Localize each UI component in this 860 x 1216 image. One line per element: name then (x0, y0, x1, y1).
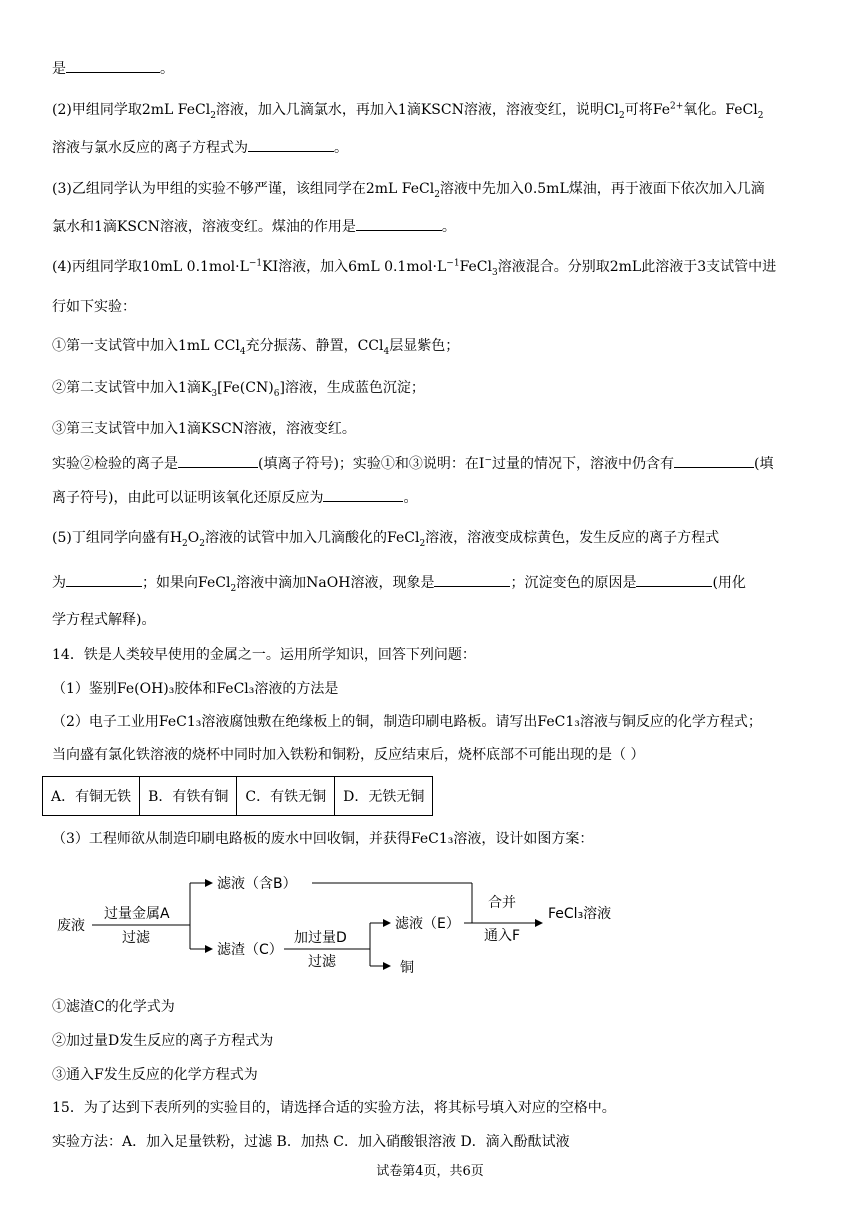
text: 溶液混合。分别取2mL此溶液于3支试管中进 (497, 259, 777, 275)
q14-sub1: （1）鉴别Fe(OH)₃胶体和FeCl₃溶液的方法是 (52, 681, 339, 697)
text: 。 (441, 219, 456, 235)
text: 可将Fe (624, 102, 670, 118)
text: 是 (52, 61, 66, 77)
q13-part2-line2 (52, 137, 348, 158)
text: (填离子符号)；实验①和③说明：在I (258, 456, 485, 472)
text: (3)乙组同学认为甲组的实验不够严谨，该组同学在2mL FeCl (52, 181, 435, 197)
answer-blank[interactable] (674, 453, 754, 468)
text: 。 (160, 61, 174, 77)
text: 充分振荡、静置，CCl (245, 338, 384, 354)
text: (2)甲组同学取2mL FeCl (52, 102, 211, 118)
page-footer: 试卷第4页，共6页 (376, 1164, 484, 1179)
filtrate-e-label: 滤液（E） (395, 916, 460, 932)
q14-c3: ③通入F发生反应的化学方程式为 (52, 1067, 258, 1083)
text: 过量的情况下，溶液中仍含有 (492, 456, 675, 472)
text: ①第一支试管中加入1mL CCl (52, 338, 240, 354)
option-a[interactable]: A．有铜无铁 (43, 777, 140, 816)
q13-part4-item2: ②第二支试管中加入1滴$K_3[Fe(CN)_6]$溶液，生成蓝色沉淀； (52, 380, 425, 399)
q14-c2: ②加过量D发生反应的离子方程式为 (52, 1033, 274, 1049)
q13-part5-line3: 学方程式解释)。 (52, 612, 156, 628)
options-table (42, 776, 433, 816)
text: FeCl (459, 259, 492, 275)
copper-label: 铜 (400, 960, 414, 976)
text: 溶液，加入几滴氯水，再加入1滴KSCN溶液，溶液变红，说明Cl (215, 102, 620, 118)
q13-part4-line7 (52, 487, 417, 508)
text: ；如果向FeCl (142, 575, 231, 591)
answer-blank[interactable] (66, 58, 160, 73)
text: 氧化。FeCl (683, 102, 758, 118)
step1-bottom-label: 过滤 (122, 930, 150, 946)
step2-bottom-label: 过滤 (308, 954, 336, 970)
answer-blank[interactable] (636, 572, 712, 587)
q13-part4-item3: ③第三支试管中加入1滴KSCN溶液，溶液变红。 (52, 421, 356, 437)
step2-top-label: 加过量D (294, 930, 347, 946)
q14-sub3: （3）工程师欲从制造印刷电路板的废水中回收铜，并获得FeC1₃溶液，设计如图方案： (52, 831, 594, 847)
answer-blank[interactable] (323, 487, 403, 502)
q14-c1: ①滤渣C的化学式为 (52, 999, 175, 1015)
option-b[interactable]: B．有铁有铜 (140, 777, 237, 816)
waste-label: 废液 (57, 918, 85, 934)
text: 离子符号)，由此可以证明该氧化还原反应为 (52, 490, 324, 506)
q13-part3-line1: (3)乙组同学认为甲组的实验不够严谨，该组同学在2mL FeCl$_2$溶液中先加入0.5mL煤油，再于液面下依次加入几滴 (52, 181, 765, 200)
text: 实验②检验的离子是 (52, 456, 178, 472)
q15-heading: 15．为了达到下表所列的实验目的，请选择合适的实验方法，将其标号填入对应的空格中。 (52, 1100, 616, 1116)
q13-part4-item1: ①第一支试管中加入1mL CCl$_4$充分振荡、静置，CCl$_4$层显紫色； (52, 338, 460, 357)
text: 溶液的试管中加入几滴酸化的FeCl (205, 530, 420, 546)
text: 。 (334, 140, 348, 156)
q13-part4-line2: 行如下实验： (52, 299, 136, 315)
text: (填 (754, 456, 774, 472)
q13-part5-line2: 为 ；如果向FeCl$_2$溶液中滴加NaOH溶液，现象是 ；沉淀变色的原因是 (用化 (52, 572, 746, 593)
q14-sub2-line1: （2）电子工业用FeC1₃溶液腐蚀敷在绝缘板上的铜，制造印刷电路板。请写出FeC1₃溶液与铜反应的化学方程式； (52, 714, 762, 730)
q13-part4-line6: 实验②检验的离子是 (填离子符号)；实验①和③说明：在I−过量的情况下，溶液中仍含有 (填 (52, 453, 773, 474)
merge-top-label: 合并 (488, 895, 516, 911)
q14-sub2-line2: 当向盛有氯化铁溶液的烧杯中同时加入铁粉和铜粉，反应结束后，烧杯底部不可能出现的是（ ） (52, 747, 645, 763)
answer-blank[interactable] (356, 216, 442, 231)
text: ]溶液，生成蓝色沉淀； (279, 380, 425, 396)
step1-top-label: 过量金属A (104, 906, 170, 922)
q13-part4-line1: (4)丙组同学取10mL $0.1mol\cdot L^{-1}KI$溶液，加入6mL $0.1mol\cdot L^{-1}FeCl_3$溶液混合。分别取2mL此溶液于3支试管中进 (52, 258, 777, 278)
q13-part5-line1: (5)丁组同学向盛有$H_2O_2$溶液的试管中加入几滴酸化的FeCl$_2$溶液，溶液变成棕黄色，发生反应的离子方程式 (52, 530, 720, 549)
text: (5)丁组同学向盛有H (52, 530, 183, 546)
text: 溶液中先加入0.5mL煤油，再于液面下依次加入几滴 (439, 181, 765, 197)
text: (用化 (712, 575, 746, 591)
text: (4)丙组同学取10mL 0.1mol·L (52, 259, 249, 275)
text: ；沉淀变色的原因是 (510, 575, 637, 591)
text: 溶液，溶液变成棕黄色，发生反应的离子方程式 (425, 530, 720, 546)
option-c[interactable]: C．有铁无铜 (237, 777, 335, 816)
text: O (187, 530, 200, 546)
prev-question-tail (52, 58, 174, 79)
text: 层显紫色； (389, 338, 460, 354)
option-d[interactable]: D．无铁无铜 (335, 777, 433, 816)
text: 为 (52, 575, 66, 591)
answer-blank[interactable] (178, 453, 258, 468)
q13-part2-line1: (2)甲组同学取2mL FeCl$_2$溶液，加入几滴氯水，再加入1滴KSCN溶液，溶液变红，说明$Cl_2$可将$Fe^{2+}$氧化。FeCl$_2$ (52, 101, 764, 121)
filtrate-b-label: 滤液（含B） (217, 876, 297, 892)
process-flow-diagram (52, 868, 672, 986)
text: 氯水和1滴KSCN溶液，溶液变红。煤油的作用是 (52, 219, 356, 235)
q13-part3-line2 (52, 216, 456, 237)
text: 。 (403, 490, 418, 506)
q14-heading: 14．铁是人类较早使用的金属之一。运用所学知识，回答下列问题： (52, 647, 476, 663)
q15-methods: 实验方法：A．加入足量铁粉，过滤 B．加热 C．加入硝酸银溶液 D．滴入酚酞试液 (52, 1134, 570, 1150)
merge-bottom-label: 通入F (484, 928, 521, 944)
answer-blank[interactable] (66, 572, 142, 587)
text: ②第二支试管中加入1滴K (52, 380, 212, 396)
text: 溶液中滴加NaOH溶液，现象是 (236, 575, 435, 591)
text: 溶液与氯水反应的离子方程式为 (52, 140, 248, 156)
text: [Fe(CN) (217, 380, 274, 396)
product-label: FeCl₃溶液 (548, 906, 612, 922)
residue-c-label: 滤渣（C） (217, 942, 283, 958)
answer-blank[interactable] (434, 572, 510, 587)
text: KI溶液，加入6mL 0.1mol·L (262, 259, 447, 275)
answer-blank[interactable] (248, 137, 334, 152)
